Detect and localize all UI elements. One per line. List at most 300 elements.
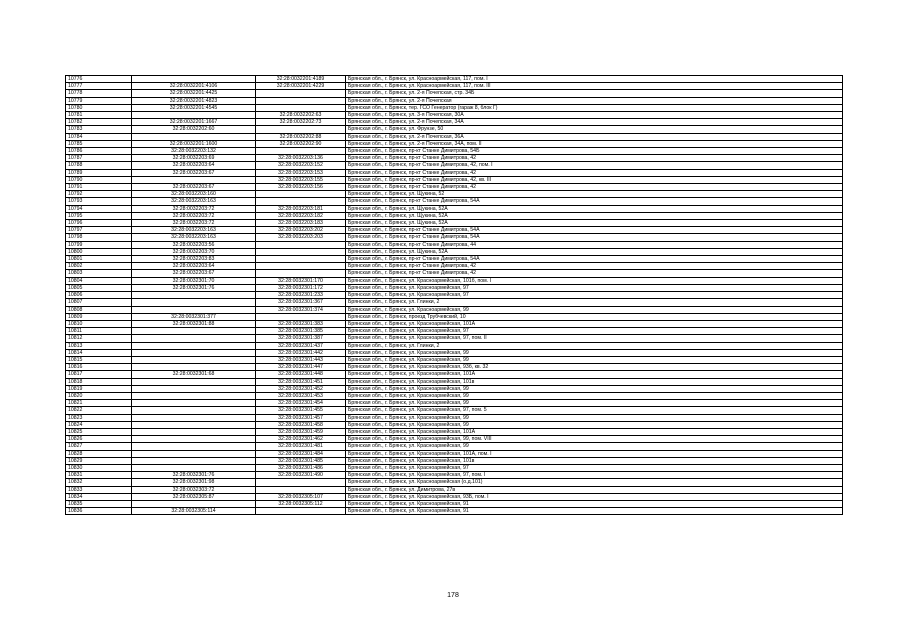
table-row: [66, 241, 843, 248]
row-number-cell: 10806: [66, 292, 132, 299]
parcel-number-cell: [132, 378, 256, 385]
table-row: [66, 421, 843, 428]
address-cell: Брянская обл., г. Брянск, пр-кт Станке Димитрова, 54А: [346, 227, 843, 234]
address-cell: Брянская обл., г. Брянск, пр-кт Станке Димитрова, 54А: [346, 256, 843, 263]
table-row: [66, 428, 843, 435]
table-row: [66, 198, 843, 205]
object-number-cell: 32:28:0032301:490: [256, 472, 346, 479]
object-number-cell: 32:28:0032203:136: [256, 155, 346, 162]
object-number-cell: 32:28:0032301:459: [256, 428, 346, 435]
table-row: [66, 356, 843, 363]
parcel-number-cell: 32:28:0032203:67: [132, 184, 256, 191]
parcel-number-cell: 32:28:0032305:114: [132, 508, 256, 515]
table-row: [66, 126, 843, 133]
table-row: [66, 436, 843, 443]
parcel-number-cell: 32:28:0032203:70: [132, 248, 256, 255]
table-row: [66, 234, 843, 241]
object-number-cell: 32:28:0032203:181: [256, 205, 346, 212]
address-cell: Брянская обл., г. Брянск, ул. Щукина, 52А: [346, 248, 843, 255]
address-cell: Брянская обл., г. Брянск, ул. Красноармейская, 99: [346, 392, 843, 399]
table-row: [66, 248, 843, 255]
address-cell: Брянская обл., г. Брянск, ул. Красноармейская, 99: [346, 306, 843, 313]
object-number-cell: 32:28:0032301:172: [256, 284, 346, 291]
parcel-number-cell: 32:28:0032305:87: [132, 493, 256, 500]
parcel-number-cell: [132, 176, 256, 183]
object-number-cell: 32:28:0032203:152: [256, 162, 346, 169]
table-row: [66, 320, 843, 327]
address-cell: Брянская обл., г. Брянск, пр-кт Станке Димитрова, 42: [346, 263, 843, 270]
table-row: [66, 464, 843, 471]
row-number-cell: 10783: [66, 126, 132, 133]
row-number-cell: 10801: [66, 256, 132, 263]
parcel-number-cell: 32:28:0032203:64: [132, 263, 256, 270]
object-number-cell: 32:28:0032301:452: [256, 385, 346, 392]
table-row: [66, 292, 843, 299]
parcel-number-cell: 32:28:0032203:163: [132, 227, 256, 234]
parcel-number-cell: 32:28:0032203:72: [132, 205, 256, 212]
address-cell: Брянская обл., г. Брянск, ул. Щукина, 52А: [346, 212, 843, 219]
address-cell: Брянская обл., г. Брянск, ул. 2-я Почепская: [346, 97, 843, 104]
cadastral-table: [65, 75, 843, 515]
address-cell: Брянская обл., г. Брянск, ул. Красноармейская, 99: [346, 414, 843, 421]
object-number-cell: 32:28:0032203:183: [256, 220, 346, 227]
address-cell: Брянская обл., г. Брянск, ул. Красноармейская, 99: [346, 349, 843, 356]
object-number-cell: 32:28:0032202:88: [256, 133, 346, 140]
table-row: [66, 133, 843, 140]
object-number-cell: 32:28:0032301:485: [256, 457, 346, 464]
parcel-number-cell: 32:28:0032201:1667: [132, 119, 256, 126]
row-number-cell: 10833: [66, 486, 132, 493]
table-row: [66, 364, 843, 371]
object-number-cell: 32:28:0032201:4229: [256, 83, 346, 90]
parcel-number-cell: [132, 457, 256, 464]
address-cell: Брянская обл., г. Брянск, пр-кт Станке Димитрова, 54А: [346, 198, 843, 205]
table-row: [66, 400, 843, 407]
object-number-cell: 32:28:0032301:383: [256, 320, 346, 327]
table-row: [66, 313, 843, 320]
address-cell: Брянская обл., г. Брянск, ул. Красноармейская, 99: [346, 385, 843, 392]
address-cell: Брянская обл., г. Брянск, пр-кт Станке Димитрова, 42, кв. III: [346, 176, 843, 183]
table-row: [66, 349, 843, 356]
parcel-number-cell: 32:28:0032301:98: [132, 479, 256, 486]
table-row: [66, 486, 843, 493]
parcel-number-cell: [132, 349, 256, 356]
table-row: [66, 342, 843, 349]
parcel-number-cell: 32:28:0032203:163: [132, 198, 256, 205]
object-number-cell: 32:28:0032203:203: [256, 234, 346, 241]
object-number-cell: 32:28:0032301:374: [256, 306, 346, 313]
row-number-cell: 10825: [66, 428, 132, 435]
address-cell: Брянская обл., г. Брянск, пр-кт Станке Димитрова, 42: [346, 155, 843, 162]
row-number-cell: 10793: [66, 198, 132, 205]
row-number-cell: 10804: [66, 277, 132, 284]
address-cell: Брянская обл., г. Брянск, ул. Красноармейская, 97: [346, 292, 843, 299]
object-number-cell: 32:28:0032301:484: [256, 450, 346, 457]
row-number-cell: 10809: [66, 313, 132, 320]
object-number-cell: 32:28:0032301:170: [256, 277, 346, 284]
parcel-number-cell: [132, 392, 256, 399]
object-number-cell: 32:28:0032301:387: [256, 335, 346, 342]
row-number-cell: 10790: [66, 176, 132, 183]
table-row: [66, 270, 843, 277]
row-number-cell: 10784: [66, 133, 132, 140]
object-number-cell: [256, 104, 346, 111]
parcel-number-cell: 32:28:0032203:69: [132, 155, 256, 162]
address-cell: Брянская обл., г. Брянск, ул. Фрунзе, 50: [346, 126, 843, 133]
object-number-cell: 32:28:0032301:454: [256, 400, 346, 407]
table-row: [66, 90, 843, 97]
row-number-cell: 10832: [66, 479, 132, 486]
table-row: [66, 493, 843, 500]
object-number-cell: [256, 263, 346, 270]
object-number-cell: 32:28:0032301:458: [256, 421, 346, 428]
object-number-cell: 32:28:0032305:112: [256, 500, 346, 507]
object-number-cell: 32:28:0032201:4189: [256, 76, 346, 83]
address-cell: Брянская обл., г. Брянск, ул. Щукина, 52А: [346, 205, 843, 212]
row-number-cell: 10814: [66, 349, 132, 356]
table-row: [66, 76, 843, 83]
row-number-cell: 10795: [66, 212, 132, 219]
parcel-number-cell: [132, 356, 256, 363]
object-number-cell: 32:28:0032301:486: [256, 464, 346, 471]
parcel-number-cell: [132, 436, 256, 443]
row-number-cell: 10830: [66, 464, 132, 471]
address-cell: Брянская обл., г. Брянск, ул. 2-я Почепская, 34А: [346, 119, 843, 126]
row-number-cell: 10824: [66, 421, 132, 428]
table-row: [66, 140, 843, 147]
object-number-cell: 32:28:0032203:153: [256, 169, 346, 176]
parcel-number-cell: [132, 335, 256, 342]
row-number-cell: 10786: [66, 148, 132, 155]
table-row: [66, 162, 843, 169]
parcel-number-cell: [132, 421, 256, 428]
object-number-cell: 32:28:0032301:367: [256, 299, 346, 306]
table-row: [66, 414, 843, 421]
table-row: [66, 256, 843, 263]
table-row: [66, 112, 843, 119]
row-number-cell: 10820: [66, 392, 132, 399]
address-cell: Брянская обл., г. Брянск, ул. Красноармейская, 101А: [346, 320, 843, 327]
table-row: [66, 212, 843, 219]
address-cell: Брянская обл., г. Брянск, ул. Красноармейская, 97: [346, 328, 843, 335]
parcel-number-cell: 32:28:0032301:70: [132, 277, 256, 284]
parcel-number-cell: [132, 385, 256, 392]
table-row: [66, 277, 843, 284]
table-row: [66, 328, 843, 335]
row-number-cell: 10828: [66, 450, 132, 457]
object-number-cell: 32:28:0032305:107: [256, 493, 346, 500]
address-cell: Брянская обл., г. Брянск, пр-кт Станке Димитрова, 54А: [346, 234, 843, 241]
address-cell: Брянская обл., г. Брянск, проезд Трубчевский, 10: [346, 313, 843, 320]
address-cell: Брянская обл., г. Брянск, ул. Красноармейская, 97, пом. II: [346, 335, 843, 342]
object-number-cell: [256, 241, 346, 248]
address-cell: Брянская обл., г. Брянск, ул. Глинки, 2: [346, 299, 843, 306]
object-number-cell: [256, 90, 346, 97]
object-number-cell: 32:28:0032203:182: [256, 212, 346, 219]
row-number-cell: 10782: [66, 119, 132, 126]
object-number-cell: [256, 479, 346, 486]
parcel-number-cell: 32:28:0032203:163: [132, 234, 256, 241]
row-number-cell: 10835: [66, 500, 132, 507]
address-cell: Брянская обл., г. Брянск, ул. Красноармейская, 93б, кв. 32: [346, 364, 843, 371]
address-cell: Брянская обл., г. Брянск, ул. Красноармейская, 99, пом. VIII: [346, 436, 843, 443]
parcel-number-cell: 32:28:0032301:68: [132, 371, 256, 378]
table-row: [66, 479, 843, 486]
parcel-number-cell: 32:28:0032203:64: [132, 162, 256, 169]
address-cell: Брянская обл., г. Брянск, ул. Красноармейская, 97, пом. 5: [346, 407, 843, 414]
object-number-cell: 32:28:0032202:63: [256, 112, 346, 119]
parcel-number-cell: [132, 443, 256, 450]
table-row: [66, 169, 843, 176]
table-row: [66, 407, 843, 414]
page-number: 178: [447, 592, 459, 599]
address-cell: Брянская обл., г. Брянск, ул. Красноармейская, 97, пом. I: [346, 472, 843, 479]
parcel-number-cell: [132, 407, 256, 414]
row-number-cell: 10827: [66, 443, 132, 450]
object-number-cell: 32:28:0032301:481: [256, 443, 346, 450]
object-number-cell: [256, 191, 346, 198]
address-cell: Брянская обл., г. Брянск, ул. Красноармейская, 101в: [346, 378, 843, 385]
parcel-number-cell: [132, 414, 256, 421]
row-number-cell: 10799: [66, 241, 132, 248]
parcel-number-cell: [132, 306, 256, 313]
table-body: [66, 76, 843, 515]
parcel-number-cell: 32:28:0032203:83: [132, 256, 256, 263]
parcel-number-cell: 32:28:0032203:72: [132, 220, 256, 227]
row-number-cell: 10792: [66, 191, 132, 198]
table-row: [66, 378, 843, 385]
table-row: [66, 443, 843, 450]
row-number-cell: 10818: [66, 378, 132, 385]
address-cell: Брянская обл., г. Брянск, ул. Красноармейская, 91: [346, 508, 843, 515]
parcel-number-cell: 32:28:0032201:4425: [132, 90, 256, 97]
object-number-cell: 32:28:0032301:442: [256, 349, 346, 356]
row-number-cell: 10777: [66, 83, 132, 90]
parcel-number-cell: [132, 400, 256, 407]
address-cell: Брянская обл., г. Брянск, ул. Красноармейская, 99: [346, 421, 843, 428]
row-number-cell: 10779: [66, 97, 132, 104]
address-cell: Брянская обл., г. Брянск, пр-кт Станке Димитрова, 54Б: [346, 148, 843, 155]
object-number-cell: 32:28:0032301:443: [256, 356, 346, 363]
row-number-cell: 10808: [66, 306, 132, 313]
row-number-cell: 10826: [66, 436, 132, 443]
row-number-cell: 10821: [66, 400, 132, 407]
table-row: [66, 450, 843, 457]
row-number-cell: 10798: [66, 234, 132, 241]
object-number-cell: [256, 198, 346, 205]
parcel-number-cell: 32:28:0032203:132: [132, 148, 256, 155]
row-number-cell: 10831: [66, 472, 132, 479]
row-number-cell: 10803: [66, 270, 132, 277]
parcel-number-cell: [132, 76, 256, 83]
object-number-cell: 32:28:0032301:451: [256, 378, 346, 385]
table-row: [66, 371, 843, 378]
object-number-cell: 32:28:0032202:90: [256, 140, 346, 147]
parcel-number-cell: 32:28:0032301:76: [132, 284, 256, 291]
row-number-cell: 10791: [66, 184, 132, 191]
object-number-cell: [256, 486, 346, 493]
address-cell: Брянская обл., г. Брянск, пр-кт Станке Димитрова, 42: [346, 270, 843, 277]
table-row: [66, 220, 843, 227]
object-number-cell: 32:28:0032301:457: [256, 414, 346, 421]
row-number-cell: 10780: [66, 104, 132, 111]
parcel-number-cell: 32:28:0032301:377: [132, 313, 256, 320]
object-number-cell: 32:28:0032203:155: [256, 176, 346, 183]
parcel-number-cell: [132, 133, 256, 140]
row-number-cell: 10834: [66, 493, 132, 500]
address-cell: Брянская обл., г. Брянск, ул. Красноармейская, 99: [346, 400, 843, 407]
row-number-cell: 10836: [66, 508, 132, 515]
table-row: [66, 299, 843, 306]
table-row: [66, 148, 843, 155]
address-cell: Брянская обл., г. Брянск, ул. Щукина, 52: [346, 191, 843, 198]
address-cell: Брянская обл., г. Брянск, тер. ГСО Генератор (гараж 8, блок Г): [346, 104, 843, 111]
row-number-cell: 10816: [66, 364, 132, 371]
row-number-cell: 10819: [66, 385, 132, 392]
address-cell: Брянская обл., г. Брянск, ул. Красноармейская, 101в: [346, 457, 843, 464]
row-number-cell: 10829: [66, 457, 132, 464]
parcel-number-cell: 32:28:0032303:72: [132, 486, 256, 493]
row-number-cell: 10813: [66, 342, 132, 349]
row-number-cell: 10822: [66, 407, 132, 414]
table-row: [66, 227, 843, 234]
table-row: [66, 191, 843, 198]
parcel-number-cell: [132, 500, 256, 507]
table-row: [66, 97, 843, 104]
row-number-cell: 10796: [66, 220, 132, 227]
object-number-cell: [256, 148, 346, 155]
parcel-number-cell: [132, 450, 256, 457]
parcel-number-cell: 32:28:0032203:67: [132, 169, 256, 176]
address-cell: Брянская обл., г. Брянск, ул. Красноармейская, 97: [346, 464, 843, 471]
parcel-number-cell: [132, 428, 256, 435]
parcel-number-cell: 32:28:0032201:1600: [132, 140, 256, 147]
table-row: [66, 83, 843, 90]
parcel-number-cell: [132, 342, 256, 349]
address-cell: Брянская обл., г. Брянск, ул. Красноармейская, 99: [346, 356, 843, 363]
address-cell: Брянская обл., г. Брянск, пр-кт Станке Димитрова, 44: [346, 241, 843, 248]
table-row: [66, 508, 843, 515]
table-row: [66, 176, 843, 183]
address-cell: Брянская обл., г. Брянск, ул. 2-я Почепская, 34А, пом. II: [346, 140, 843, 147]
table-row: [66, 284, 843, 291]
object-number-cell: 32:28:0032202:73: [256, 119, 346, 126]
row-number-cell: 10781: [66, 112, 132, 119]
parcel-number-cell: 32:28:0032301:76: [132, 472, 256, 479]
parcel-number-cell: [132, 328, 256, 335]
address-cell: Брянская обл., г. Брянск, пр-кт Станке Димитрова, 42: [346, 184, 843, 191]
row-number-cell: 10800: [66, 248, 132, 255]
address-cell: Брянская обл., г. Брянск, ул. Красноармейская, 91: [346, 500, 843, 507]
parcel-number-cell: 32:28:0032203:56: [132, 241, 256, 248]
row-number-cell: 10802: [66, 263, 132, 270]
address-cell: Брянская обл., г. Брянск, пр-кт Станке Димитрова, 42, пом. I: [346, 162, 843, 169]
object-number-cell: [256, 508, 346, 515]
parcel-number-cell: [132, 292, 256, 299]
object-number-cell: [256, 248, 346, 255]
object-number-cell: [256, 126, 346, 133]
row-number-cell: 10807: [66, 299, 132, 306]
row-number-cell: 10787: [66, 155, 132, 162]
table-row: [66, 104, 843, 111]
row-number-cell: 10794: [66, 205, 132, 212]
table-row: [66, 306, 843, 313]
object-number-cell: 32:28:0032301:447: [256, 364, 346, 371]
object-number-cell: 32:28:0032203:156: [256, 184, 346, 191]
object-number-cell: [256, 313, 346, 320]
row-number-cell: 10815: [66, 356, 132, 363]
row-number-cell: 10810: [66, 320, 132, 327]
object-number-cell: 32:28:0032301:385: [256, 328, 346, 335]
row-number-cell: 10778: [66, 90, 132, 97]
address-cell: Брянская обл., г. Брянск, ул. Красноармейская, 117, пом. III: [346, 83, 843, 90]
parcel-number-cell: 32:28:0032203:160: [132, 191, 256, 198]
table-row: [66, 119, 843, 126]
table-row: [66, 500, 843, 507]
parcel-number-cell: 32:28:0032202:60: [132, 126, 256, 133]
parcel-number-cell: [132, 464, 256, 471]
address-cell: Брянская обл., г. Брянск, ул. Димитрова, 27в: [346, 486, 843, 493]
address-cell: Брянская обл., г. Брянск, ул. Красноармейская, 117, пом. I: [346, 76, 843, 83]
address-cell: Брянская обл., г. Брянск, ул. Красноармейская, 99: [346, 443, 843, 450]
address-cell: Брянская обл., г. Брянск, ул. 3-я Почепская, 30А: [346, 112, 843, 119]
object-number-cell: [256, 97, 346, 104]
parcel-number-cell: 32:28:0032201:4106: [132, 83, 256, 90]
object-number-cell: 32:28:0032301:455: [256, 407, 346, 414]
address-cell: Брянская обл., г. Брянск, ул. Красноармейская, 101А, пом. I: [346, 450, 843, 457]
object-number-cell: [256, 256, 346, 263]
address-cell: Брянская обл., г. Брянск, ул. Глинки, 2: [346, 342, 843, 349]
table-row: [66, 263, 843, 270]
row-number-cell: 10789: [66, 169, 132, 176]
object-number-cell: 32:28:0032301:437: [256, 342, 346, 349]
object-number-cell: 32:28:0032301:448: [256, 371, 346, 378]
table-row: [66, 155, 843, 162]
address-cell: Брянская обл., г. Брянск, ул. Красноармейская, 101б, пом. I: [346, 277, 843, 284]
address-cell: Брянская обл., г. Брянск, ул. Красноармейская, 101А: [346, 371, 843, 378]
table-row: [66, 184, 843, 191]
row-number-cell: 10812: [66, 335, 132, 342]
parcel-number-cell: 32:28:0032203:72: [132, 212, 256, 219]
address-cell: Брянская обл., г. Брянск, ул. 2-я Почепская, стр. 34Б: [346, 90, 843, 97]
row-number-cell: 10811: [66, 328, 132, 335]
parcel-number-cell: [132, 112, 256, 119]
row-number-cell: 10785: [66, 140, 132, 147]
object-number-cell: 32:28:0032301:453: [256, 392, 346, 399]
row-number-cell: 10817: [66, 371, 132, 378]
parcel-number-cell: [132, 364, 256, 371]
address-cell: Брянская обл., г. Брянск, ул. Красноармейская, 93Б, пом. I: [346, 493, 843, 500]
row-number-cell: 10776: [66, 76, 132, 83]
parcel-number-cell: [132, 299, 256, 306]
table-row: [66, 335, 843, 342]
table-row: [66, 457, 843, 464]
address-cell: Брянская обл., г. Брянск, ул. 2-я Почепская, 36А: [346, 133, 843, 140]
parcel-number-cell: 32:28:0032201:4823: [132, 97, 256, 104]
row-number-cell: 10823: [66, 414, 132, 421]
object-number-cell: 32:28:0032203:202: [256, 227, 346, 234]
table-row: [66, 205, 843, 212]
address-cell: Брянская обл., г. Брянск, ул. Красноармейская, 97: [346, 284, 843, 291]
address-cell: Брянская обл., г. Брянск, ул. Щукина, 52А: [346, 220, 843, 227]
address-cell: Брянская обл., г. Брянск, ул. Красноармейская (о.д.101): [346, 479, 843, 486]
parcel-number-cell: 32:28:0032301:88: [132, 320, 256, 327]
parcel-number-cell: 32:28:0032203:67: [132, 270, 256, 277]
parcel-number-cell: 32:28:0032201:4545: [132, 104, 256, 111]
address-cell: Брянская обл., г. Брянск, ул. Красноармейская, 101А: [346, 428, 843, 435]
table-row: [66, 472, 843, 479]
row-number-cell: 10788: [66, 162, 132, 169]
